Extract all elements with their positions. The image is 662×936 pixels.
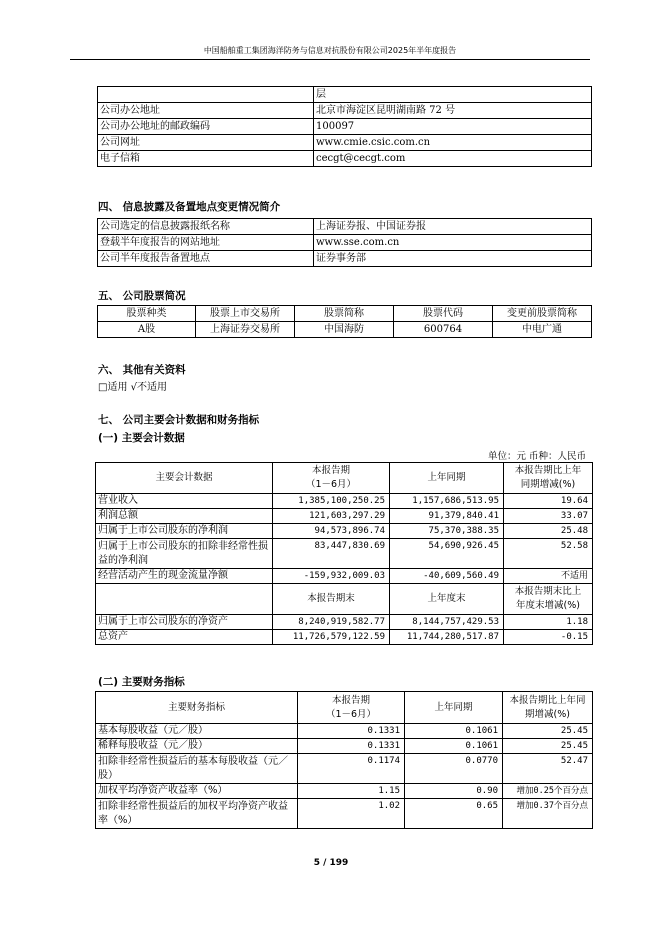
- table-row: [96, 539, 593, 569]
- table-cell: 稀释每股收益（元／股）: [96, 739, 298, 754]
- table-cell: 公司办公地址的邮政编码: [98, 119, 314, 135]
- table-cell: 上海证券报、中国证券报: [314, 219, 592, 235]
- column-header: 上年同期: [405, 692, 503, 724]
- column-header: 本报告期末: [273, 584, 390, 615]
- table-cell: 层: [314, 87, 592, 103]
- table-row: [98, 151, 592, 167]
- table-cell: 上海证券交易所: [196, 322, 295, 338]
- table-row: [96, 799, 593, 829]
- column-header: 本报告期 （1－6月）: [298, 692, 405, 724]
- table-cell: 25.45: [503, 739, 593, 754]
- column-header: 本报告期比上年 同期增减(%): [504, 463, 593, 494]
- table-cell: 25.45: [503, 724, 593, 739]
- table-cell: 公司网址: [98, 135, 314, 151]
- table-cell: 增加0.37个百分点: [503, 799, 593, 829]
- table-cell: 归属于上市公司股东的扣除非经常性损益的净利润: [96, 539, 273, 569]
- table-row: [98, 135, 592, 151]
- column-header: 上年同期: [390, 463, 504, 494]
- column-header: 上年度末: [390, 584, 504, 615]
- subsection-financial-title: (二) 主要财务指标: [98, 676, 185, 688]
- table-cell: 0.90: [405, 784, 503, 799]
- table-cell: 营业收入: [96, 494, 273, 509]
- section-6-title: 六、 其他有关资料: [98, 364, 186, 376]
- table-cell: 加权平均净资产收益率（%）: [96, 784, 298, 799]
- table-cell: 121,603,297.29: [273, 509, 390, 524]
- table-cell: 52.58: [504, 539, 593, 569]
- table-cell: 600764: [394, 322, 493, 338]
- table-cell: 75,370,388.35: [390, 524, 504, 539]
- column-header: 股票代码: [394, 306, 493, 322]
- table-row: [96, 524, 593, 539]
- unit-note: 单位：元 币种：人民币: [488, 451, 587, 462]
- table-row: [98, 103, 592, 119]
- column-header: 本报告期比上年同 期增减(%): [503, 692, 593, 724]
- table-cell: 0.1331: [298, 724, 405, 739]
- table-cell: 利润总额: [96, 509, 273, 524]
- table-row: [96, 463, 593, 494]
- page-number: 5 / 199: [313, 858, 349, 868]
- table-cell: 8,240,919,582.77: [273, 615, 390, 630]
- table-cell: 0.1061: [405, 739, 503, 754]
- table-cell: 归属于上市公司股东的净资产: [96, 615, 273, 630]
- table-cell: 基本每股收益（元／股）: [96, 724, 298, 739]
- table-row: [98, 119, 592, 135]
- table-row: [96, 494, 593, 509]
- table-row: [98, 219, 592, 235]
- table-cell: 总资产: [96, 630, 273, 645]
- table-row: [96, 739, 593, 754]
- table-cell: 扣除非经常性损益后的基本每股收益（元／股）: [96, 754, 298, 784]
- table-cell: 83,447,830.69: [273, 539, 390, 569]
- header-divider: [70, 59, 590, 60]
- table-cell: 1.02: [298, 799, 405, 829]
- applicability-options: □适用 √不适用: [98, 382, 167, 393]
- table-cell: 中电广通: [493, 322, 592, 338]
- section-5-title: 五、 公司股票简况: [98, 290, 186, 302]
- table-cell: 91,379,840.41: [390, 509, 504, 524]
- table-cell: 0.1331: [298, 739, 405, 754]
- column-header: 股票种类: [98, 306, 196, 322]
- table-row: [96, 569, 593, 584]
- table-cell: 中国海防: [295, 322, 394, 338]
- table-cell: 公司办公地址: [98, 103, 314, 119]
- table-row: [96, 584, 593, 615]
- column-header: 本报告期末比上 年度末增减(%): [504, 584, 593, 615]
- table-cell: www.cmie.csic.com.cn: [314, 135, 592, 151]
- column-header: 股票上市交易所: [196, 306, 295, 322]
- table-row: [98, 322, 592, 338]
- table-row: [96, 615, 593, 630]
- table-cell: 0.0770: [405, 754, 503, 784]
- table-row: [96, 692, 593, 724]
- table-cell: 0.65: [405, 799, 503, 829]
- table-cell: 经营活动产生的现金流量净额: [96, 569, 273, 584]
- table-cell: 公司半年度报告备置地点: [98, 251, 314, 267]
- column-header: 主要财务指标: [96, 692, 298, 724]
- table-cell: 54,690,926.45: [390, 539, 504, 569]
- contact-table: [97, 86, 592, 167]
- table-cell: [98, 87, 314, 103]
- accounting-data-table: [95, 462, 593, 645]
- table-cell: 0.1061: [405, 724, 503, 739]
- table-cell: 25.48: [504, 524, 593, 539]
- table-cell: 增加0.25个百分点: [503, 784, 593, 799]
- table-cell: 52.47: [503, 754, 593, 784]
- table-cell: www.sse.com.cn: [314, 235, 592, 251]
- table-row: [96, 754, 593, 784]
- table-cell: 扣除非经常性损益后的加权平均净资产收益率（%）: [96, 799, 298, 829]
- column-header: 股票简称: [295, 306, 394, 322]
- table-cell: 100097: [314, 119, 592, 135]
- column-header: 变更前股票简称: [493, 306, 592, 322]
- table-cell: 33.07: [504, 509, 593, 524]
- column-header: [96, 584, 273, 615]
- disclosure-table: [97, 218, 592, 267]
- table-cell: -159,932,009.03: [273, 569, 390, 584]
- table-cell: 登载半年度报告的网站地址: [98, 235, 314, 251]
- table-cell: 1.15: [298, 784, 405, 799]
- table-row: [98, 87, 592, 103]
- table-cell: cecgt@cecgt.com: [314, 151, 592, 167]
- table-row: [98, 235, 592, 251]
- table-row: [98, 251, 592, 267]
- table-cell: 1.18: [504, 615, 593, 630]
- table-cell: 1,157,686,513.95: [390, 494, 504, 509]
- table-row: [96, 784, 593, 799]
- table-cell: 11,726,579,122.59: [273, 630, 390, 645]
- table-cell: 归属于上市公司股东的净利润: [96, 524, 273, 539]
- section-7-title: 七、 公司主要会计数据和财务指标: [98, 414, 260, 426]
- table-row: [96, 630, 593, 645]
- table-cell: 0.1174: [298, 754, 405, 784]
- column-header: 本报告期 （1－6月）: [273, 463, 390, 494]
- subsection-accounting-title: (一) 主要会计数据: [98, 432, 185, 444]
- table-cell: 19.64: [504, 494, 593, 509]
- table-cell: 公司选定的信息披露报纸名称: [98, 219, 314, 235]
- table-cell: 1,385,100,250.25: [273, 494, 390, 509]
- table-cell: -40,609,560.49: [390, 569, 504, 584]
- table-cell: A股: [98, 322, 196, 338]
- table-cell: 8,144,757,429.53: [390, 615, 504, 630]
- column-header: 主要会计数据: [96, 463, 273, 494]
- financial-indicators-table: [95, 691, 593, 829]
- table-cell: 北京市海淀区昆明湖南路 72 号: [314, 103, 592, 119]
- stock-table: [97, 305, 592, 338]
- page-header: 中国船舶重工集团海洋防务与信息对抗股份有限公司2025年半年度报告: [203, 46, 457, 55]
- table-cell: 94,573,896.74: [273, 524, 390, 539]
- table-cell: 11,744,280,517.87: [390, 630, 504, 645]
- table-row: [96, 509, 593, 524]
- table-cell: 证券事务部: [314, 251, 592, 267]
- section-4-title: 四、 信息披露及备置地点变更情况简介: [98, 201, 281, 213]
- table-cell: 电子信箱: [98, 151, 314, 167]
- table-row: [98, 306, 592, 322]
- table-cell: 不适用: [504, 569, 593, 584]
- table-cell: -0.15: [504, 630, 593, 645]
- table-row: [96, 724, 593, 739]
